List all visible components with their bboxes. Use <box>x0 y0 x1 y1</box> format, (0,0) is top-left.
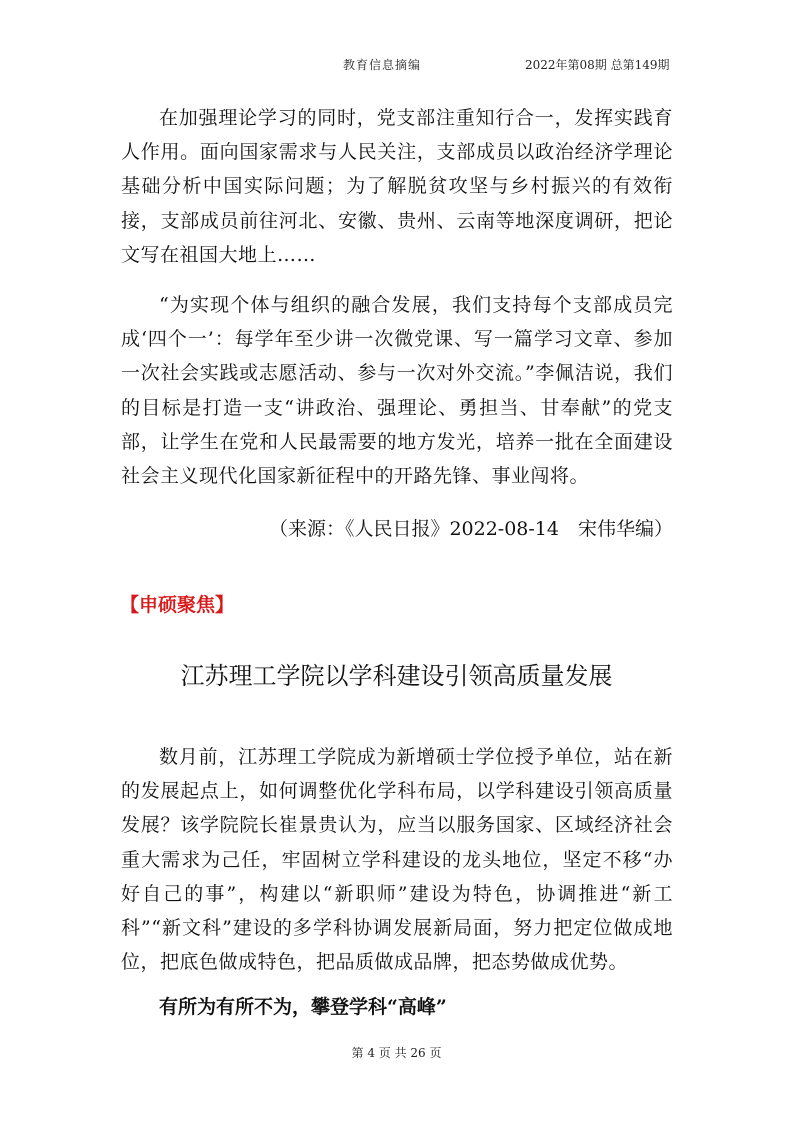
article1-paragraph-1 <box>121 101 673 272</box>
header-divider <box>120 79 673 80</box>
article1-paragraph-2 <box>121 288 673 493</box>
publication-name: 教育信息摘编 <box>343 58 422 72</box>
paragraph-text: “为实现个体与组织的融合发展，我们支持每个支部成员完成‘四个一’：每学年至少讲一次微党课、写一篇学习文章、参加一次社会实践或志愿活动、参与一次对外交流。”李佩洁说，我们的目标是打造一支“讲政治、强理论、勇担当、甘奉献”的党支部，让学生在党和人民最需要的地方发光，培养一批在全面建设社会主义现代化国家新征程中的开路先锋、事业闯将。 <box>121 294 673 488</box>
page-header <box>0 56 793 76</box>
paragraph-text: 数月前，江苏理工学院成为新增硕士学位授予单位，站在新的发展起点上，如何调整优化学科布局，以学科建设引领高质量发展？该学院院长崔景贵认为，应当以服务国家、区域经济社会重大需求为己任，牢固树立学科建设的龙头地位，坚定不移“办好自己的事”，构建以“新职师”建设为特色，协调推进“新工科”“新文科”建设的多学科协调发展新局面，努力把定位做成地位，把底色做成特色，把品质做成品牌，把态势做成优势。 <box>121 746 673 974</box>
page-footer: 第 4 页 共 26 页 <box>351 1046 442 1060</box>
section-tag: 【申硕聚焦】 <box>120 594 235 616</box>
paragraph-text: 在加强理论学习的同时，党支部注重知行合一，发挥实践育人作用。面向国家需求与人民关注，支部成员以政治经济学理论基础分析中国实际问题；为了解脱贫攻坚与乡村振兴的有效衔接，支部成员前往河北、安徽、贵州、云南等地深度调研，把论文写在祖国大地上…… <box>121 107 673 266</box>
article2-subheading: 有所为有所不为，攀登学科“高峰” <box>159 996 447 1018</box>
article2-title: 江苏理工学院以学科建设引领高质量发展 <box>180 662 613 690</box>
issue-number: 2022年第08期 总第149期 <box>525 58 670 72</box>
article2-paragraph <box>121 740 673 979</box>
article1-source: （来源：《人民日报》2022-08-14 宋伟华编） <box>268 518 673 540</box>
